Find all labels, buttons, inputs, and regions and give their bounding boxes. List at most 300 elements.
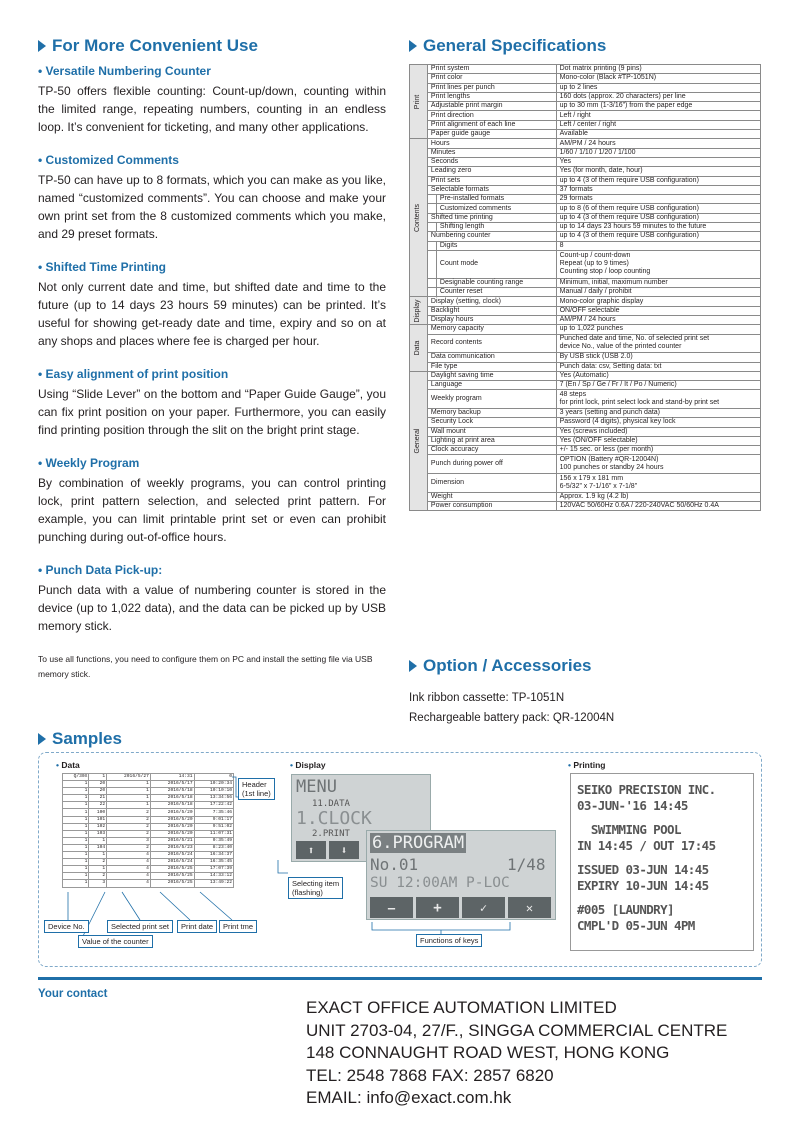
spec-group-label: General <box>410 371 428 510</box>
spec-value: By USB stick (USB 2.0) <box>556 353 760 362</box>
spec-row <box>410 130 761 139</box>
feature-item <box>38 456 386 546</box>
spec-value: 48 steps for print lock, print select lock and stand-by print set <box>556 390 760 409</box>
print-time-callout: Print tme <box>219 920 257 933</box>
spec-group-label: Contents <box>410 139 428 297</box>
spec-value: Yes (ON/OFF selectable) <box>556 436 760 445</box>
spec-row <box>410 353 761 362</box>
spec-row <box>410 120 761 129</box>
spec-value: Mono-color (Black #TP-1051N) <box>556 74 760 83</box>
data-cell: 1 <box>107 802 151 809</box>
data-cell: 2 <box>89 859 107 866</box>
spec-group-label: Print <box>410 65 428 139</box>
arrow-up-icon[interactable]: ⬆ <box>296 841 326 859</box>
print-line: EXPIRY 10-JUN 14:45 <box>577 878 709 893</box>
data-cell: 2 <box>89 873 107 880</box>
spec-row <box>410 83 761 92</box>
spec-value: 37 formats <box>556 185 760 194</box>
spec-row <box>410 381 761 390</box>
spec-name: Designable counting range <box>436 278 556 287</box>
plus-icon[interactable]: + <box>416 897 459 918</box>
print-date-callout: Print date <box>177 920 217 933</box>
spec-name: Counter reset <box>436 288 556 297</box>
data-cell: 2016/5/18 <box>150 788 194 795</box>
data-cell: 1 <box>63 809 89 816</box>
spec-indent <box>427 204 436 213</box>
feature-item <box>38 260 386 350</box>
data-cell: 17:07:39 <box>194 866 233 873</box>
specs-heading-text: General Specifications <box>423 36 607 55</box>
data-cell: 17:22:42 <box>194 802 233 809</box>
feature-body: By combination of weekly programs, you can control printing lock, print pattern selection, and selected print pattern. For example, you can limit printable print set or even can prohibit punching during out-of-office hours. <box>38 476 386 544</box>
data-row <box>63 859 234 866</box>
data-cell: 4 <box>107 880 151 887</box>
feature-body: Using “Slide Lever” on the bottom and “Paper Guide Gauge”, you can fix print position on your paper. Furthermore, you can easily find printing position through the slit on the bright print stage. <box>38 387 386 437</box>
print-line: IN 14:45 / OUT 17:45 <box>577 838 716 853</box>
lcd-program-screen <box>366 830 556 920</box>
spec-row <box>410 316 761 325</box>
data-cell: 16:34:37 <box>194 852 233 859</box>
data-cell: 16:35:45 <box>194 859 233 866</box>
feature-body: Punch data with a value of numbering counter is stored in the device (up to 1,022 data), and the data can be picked up by USB memory stick. <box>38 583 386 633</box>
data-cell: 2016/5/21 <box>150 837 194 844</box>
spec-row <box>410 297 761 306</box>
spec-row <box>410 474 761 493</box>
data-cell: 2016/5/25 <box>150 866 194 873</box>
data-cell: 2016/5/17 <box>150 781 194 788</box>
spec-name: Memory capacity <box>427 325 556 334</box>
spec-name: Record contents <box>427 334 556 353</box>
spec-row <box>410 362 761 371</box>
print-line: 03-JUN-'16 14:45 <box>577 798 688 813</box>
spec-value: Available <box>556 130 760 139</box>
data-cell: 2 <box>107 809 151 816</box>
spec-value: OPTION (Battery #QR-12004N) 100 punches or standby 24 hours <box>556 455 760 474</box>
spec-row <box>410 74 761 83</box>
spec-row <box>410 111 761 120</box>
spec-value: Password (4 digits), physical key lock <box>556 418 760 427</box>
data-cell: 1 <box>63 816 89 823</box>
spec-row <box>410 501 761 510</box>
data-cell: 1 <box>107 781 151 788</box>
specifications-table <box>409 64 761 511</box>
contact-line: TEL: 2548 7868 FAX: 2857 6820 <box>306 1065 554 1085</box>
data-cell: 4 <box>107 852 151 859</box>
spec-name: Display hours <box>427 316 556 325</box>
spec-name: Numbering counter <box>427 232 556 241</box>
data-row <box>63 866 234 873</box>
spec-name: Adjustable print margin <box>427 102 556 111</box>
spec-value: Yes (screws included) <box>556 427 760 436</box>
feature-title: • Weekly Program <box>38 456 140 470</box>
arrow-down-icon[interactable]: ⬇ <box>329 841 359 859</box>
spec-value: Yes (Automatic) <box>556 371 760 380</box>
lcd-program-step: 1/48 <box>507 855 546 874</box>
print-set-callout: Selected print set <box>107 920 173 933</box>
feature-item <box>38 64 386 136</box>
spec-name: Display (setting, clock) <box>427 297 556 306</box>
feature-title: • Versatile Numbering Counter <box>38 64 211 78</box>
spec-row <box>410 102 761 111</box>
spec-row <box>410 446 761 455</box>
spec-name: Power consumption <box>427 501 556 510</box>
data-cell: 1 <box>63 788 89 795</box>
data-cell: 2016/5/20 <box>150 830 194 837</box>
spec-value: Minimum, initial, maximum number <box>556 278 760 287</box>
contact-line: EXACT OFFICE AUTOMATION LIMITED <box>306 998 617 1017</box>
spec-name: Language <box>427 381 556 390</box>
data-cell: 1 <box>63 795 89 802</box>
data-cell: 1 <box>89 837 107 844</box>
spec-name: Digits <box>436 241 556 250</box>
spec-row <box>410 334 761 353</box>
data-cell: 1 <box>107 795 151 802</box>
spec-name: Count mode <box>436 250 556 278</box>
spec-value: up to 30 mm (1-3/16”) from the paper edge <box>556 102 760 111</box>
lcd-program-number: No.01 <box>370 855 419 874</box>
spec-value: ON/OFF selectable <box>556 306 760 315</box>
data-cell: 1 <box>63 852 89 859</box>
options-heading <box>409 656 591 676</box>
contact-line: UNIT 2703-04, 27/F., SINGGA COMMERCIAL CENTRE <box>306 1020 728 1040</box>
spec-name: Dimension <box>427 474 556 493</box>
triangle-bullet-icon <box>409 40 417 52</box>
data-cell: 1 <box>63 830 89 837</box>
data-cell: 2016/5/25 <box>150 880 194 887</box>
data-row <box>63 781 234 788</box>
data-row <box>63 816 234 823</box>
print-line: CMPL'D 05-JUN 4PM <box>577 918 695 933</box>
spec-row <box>410 250 761 278</box>
spec-row <box>410 185 761 194</box>
minus-icon[interactable]: — <box>370 897 413 918</box>
spec-row <box>410 176 761 185</box>
spec-value: up to 2 lines <box>556 83 760 92</box>
spec-value: 29 formats <box>556 195 760 204</box>
feature-title: • Customized Comments <box>38 153 179 167</box>
data-cell: 100 <box>89 809 107 816</box>
spec-value: 7 (En / Sp / Ge / Fr / It / Po / Numeric) <box>556 381 760 390</box>
contact-heading: Your contact <box>38 988 108 1000</box>
data-cell: 20 <box>89 781 107 788</box>
feature-item <box>38 367 386 439</box>
spec-name: Backlight <box>427 306 556 315</box>
spec-name: Print system <box>427 65 556 74</box>
data-cell: 4 <box>107 866 151 873</box>
spec-name: Punch during power off <box>427 455 556 474</box>
lcd-program-setting: SU 12:00AM P-LOC <box>370 875 510 891</box>
spec-row <box>410 278 761 287</box>
contact-line: 148 CONNAUGHT ROAD WEST, HONG KONG <box>306 1043 670 1062</box>
feature-body: TP-50 offers flexible counting: Count-up/down, counting within the limited range, repeating numbers, counting in an endless loop. It’s convenient for ticketing, and many other applications. <box>38 84 386 134</box>
data-cell: 2 <box>107 823 151 830</box>
data-row <box>63 809 234 816</box>
spec-indent <box>427 223 436 232</box>
options-list <box>409 688 614 728</box>
data-row <box>63 823 234 830</box>
feature-body: TP-50 can have up to 8 formats, which you can make as you like, named “customized comments”. You can choose and make your own print set from the 8 customized comments which you make, and 29 preset formats. <box>38 173 386 241</box>
feature-item <box>38 563 386 635</box>
features-heading-text: For More Convenient Use <box>52 36 258 55</box>
spec-name: Weight <box>427 492 556 501</box>
samples-heading-text: Samples <box>52 729 122 748</box>
data-cell: 13:34:56 <box>194 795 233 802</box>
triangle-bullet-icon <box>409 660 417 672</box>
print-line: ISSUED 03-JUN 14:45 <box>577 862 709 877</box>
device-no-callout: Device No. <box>44 920 89 933</box>
spec-row <box>410 139 761 148</box>
data-cell: 2 <box>107 844 151 851</box>
spec-value: 160 dots (approx. 20 characters) per line <box>556 92 760 101</box>
spec-value: AM/PM / 24 hours <box>556 139 760 148</box>
data-cell: 8:23:40 <box>194 844 233 851</box>
spec-name: Selectable formats <box>427 185 556 194</box>
spec-row <box>410 167 761 176</box>
options-heading-text: Option / Accessories <box>423 656 592 675</box>
data-cell: 4 <box>107 873 151 880</box>
spec-name: Security Lock <box>427 418 556 427</box>
spec-name: Pre-installed formats <box>436 195 556 204</box>
spec-row <box>410 306 761 315</box>
data-cell: 21 <box>89 795 107 802</box>
header-callout: Header (1st line) <box>238 778 275 800</box>
spec-row <box>410 436 761 445</box>
data-cell: 3 <box>89 880 107 887</box>
spec-value: Punch data: csv, Setting data: txt <box>556 362 760 371</box>
lcd-menu-item: 11.DATA <box>312 799 350 809</box>
spec-group-label: Data <box>410 325 428 371</box>
data-cell: 0:35:49 <box>194 837 233 844</box>
spec-value: up to 14 days 23 hours 59 minutes to the future <box>556 223 760 232</box>
selecting-item-callout: Selecting item (flashing) <box>288 877 343 899</box>
spec-value: Count-up / count-down Repeat (up to 9 times) Counting stop / loop counting <box>556 250 760 278</box>
printing-sample-label: • Printing <box>568 760 606 770</box>
spec-value: Punched date and time, No. of selected print set device No., value of the printed counter <box>556 334 760 353</box>
data-cell: 2016/5/20 <box>150 816 194 823</box>
spec-value: 120VAC 50/60Hz 0.6A / 220-240VAC 50/60Hz 0.4A <box>556 501 760 510</box>
spec-value: 156 x 179 x 181 mm 6-5/32” x 7-1/16” x 7-1/8” <box>556 474 760 493</box>
spec-indent <box>427 288 436 297</box>
data-cell: 20 <box>89 788 107 795</box>
functions-of-keys-callout: Functions of keys <box>416 934 482 947</box>
feature-title: • Punch Data Pick-up: <box>38 563 163 577</box>
data-cell: 103 <box>89 830 107 837</box>
data-cell: 7:35:46 <box>194 809 233 816</box>
data-cell: 2016/5/18 <box>150 795 194 802</box>
spec-name: Print sets <box>427 176 556 185</box>
feature-title: • Easy alignment of print position <box>38 367 229 381</box>
spec-row <box>410 325 761 334</box>
spec-name: Wall mount <box>427 427 556 436</box>
spec-name: Daylight saving time <box>427 371 556 380</box>
spec-value: up to 8 (6 of them require USB configuration) <box>556 204 760 213</box>
footer-divider <box>38 977 762 980</box>
spec-value: 8 <box>556 241 760 250</box>
spec-name: Customized comments <box>436 204 556 213</box>
contact-address <box>306 997 727 1110</box>
data-cell: 1 <box>63 844 89 851</box>
print-gap <box>577 814 747 822</box>
data-cell: 2016/5/24 <box>150 859 194 866</box>
spec-value: 3 years (setting and punch data) <box>556 408 760 417</box>
data-cell: 1 <box>63 781 89 788</box>
spec-name: Hours <box>427 139 556 148</box>
spec-row <box>410 213 761 222</box>
spec-name: Print direction <box>427 111 556 120</box>
data-cell: 1 <box>89 866 107 873</box>
data-cell: 9:01:17 <box>194 816 233 823</box>
feature-body: Not only current date and time, but shifted date and time to the future (up to 14 days 23 hours 59 minutes) can be printed. It’s useful for showing get-ready date and time, expiry and so on at any shops and places where fee is charged per hour. <box>38 280 386 348</box>
spec-name: Data communication <box>427 353 556 362</box>
data-row <box>63 830 234 837</box>
spec-name: Weekly program <box>427 390 556 409</box>
spec-name: Paper guide gauge <box>427 130 556 139</box>
spec-value: Left / center / right <box>556 120 760 129</box>
spec-value: up to 4 (3 of them require USB configuration) <box>556 232 760 241</box>
spec-name: Seconds <box>427 157 556 166</box>
data-row <box>63 852 234 859</box>
spec-row <box>410 455 761 474</box>
data-row <box>63 880 234 887</box>
triangle-bullet-icon <box>38 733 46 745</box>
data-row <box>63 802 234 809</box>
data-cell: 14:31 <box>150 774 194 781</box>
data-cell: 2016/5/18 <box>150 802 194 809</box>
spec-value: up to 4 (3 of them require USB configuration) <box>556 176 760 185</box>
data-cell: 1 <box>63 802 89 809</box>
data-cell: 2016/5/20 <box>150 823 194 830</box>
spec-value: AM/PM / 24 hours <box>556 316 760 325</box>
data-row <box>63 788 234 795</box>
data-cell: 9:51:02 <box>194 823 233 830</box>
spec-value: Dot matrix printing (9 pins) <box>556 65 760 74</box>
feature-title: • Shifted Time Printing <box>38 260 166 274</box>
spec-row <box>410 232 761 241</box>
data-cell: 0 <box>194 774 233 781</box>
data-cell: 2016/5/20 <box>150 809 194 816</box>
data-cell: 4 <box>107 859 151 866</box>
spec-indent <box>427 250 436 278</box>
spec-name: Lighting at print area <box>427 436 556 445</box>
data-cell: 3 <box>107 837 151 844</box>
data-cell: 1 <box>89 852 107 859</box>
spec-value: Yes <box>556 157 760 166</box>
spec-name: Shifted time printing <box>427 213 556 222</box>
data-cell: 1 <box>63 823 89 830</box>
display-sample-label: • Display <box>290 760 326 770</box>
spec-row <box>410 157 761 166</box>
spec-name: Print alignment of each line <box>427 120 556 129</box>
spec-name: Clock accuracy <box>427 446 556 455</box>
close-icon[interactable]: ✕ <box>508 897 551 918</box>
option-line: Rechargeable battery pack: QR-12004N <box>409 712 615 724</box>
lcd-menu-item: 1.CLOCK <box>296 808 372 829</box>
data-cell: 10:10:10 <box>194 788 233 795</box>
data-cell: 1 <box>107 788 151 795</box>
print-line: SEIKO PRECISION INC. <box>577 782 716 797</box>
spec-row <box>410 371 761 380</box>
data-row <box>63 844 234 851</box>
data-header-row <box>63 774 234 781</box>
spec-row <box>410 418 761 427</box>
spec-row <box>410 65 761 74</box>
printing-sample <box>570 773 754 951</box>
lcd-menu-keys <box>296 841 359 859</box>
print-line: SWIMMING POOL <box>577 822 681 837</box>
feature-item <box>38 153 386 243</box>
data-cell: 1 <box>63 880 89 887</box>
data-cell: 1 <box>89 774 107 781</box>
spec-group-label: Display <box>410 297 428 325</box>
features-column <box>38 64 386 682</box>
data-cell: 10:20:34 <box>194 781 233 788</box>
spec-name: Shifting length <box>436 223 556 232</box>
data-cell: 2016/5/24 <box>150 852 194 859</box>
spec-row <box>410 223 761 232</box>
print-gap <box>577 854 747 862</box>
option-line: Ink ribbon cassette: TP-1051N <box>409 692 565 704</box>
spec-indent <box>427 241 436 250</box>
spec-row <box>410 241 761 250</box>
data-cell: 11:07:31 <box>194 830 233 837</box>
samples-heading <box>38 729 122 749</box>
data-cell: 1 <box>63 866 89 873</box>
data-cell: 2016/5/23 <box>150 844 194 851</box>
data-cell: 1 <box>63 859 89 866</box>
print-gap <box>577 894 747 902</box>
configuration-note: To use all functions, you need to configure them on PC and install the setting file via USB memory stick. <box>38 654 373 679</box>
spec-name: Print lengths <box>427 92 556 101</box>
lcd-program-keys <box>370 897 551 918</box>
spec-value: +/- 15 sec. or less (per month) <box>556 446 760 455</box>
spec-name: Memory backup <box>427 408 556 417</box>
checkmark-icon[interactable]: ✓ <box>462 897 505 918</box>
data-cell: 14:33:12 <box>194 873 233 880</box>
spec-value: 1/60 / 1/10 / 1/20 / 1/100 <box>556 148 760 157</box>
spec-value: up to 4 (3 of them require USB configuration) <box>556 213 760 222</box>
data-cell: 2 <box>107 816 151 823</box>
spec-name: Leading zero <box>427 167 556 176</box>
counter-value-callout: Value of the counter <box>78 935 153 948</box>
data-sample-label: • Data <box>56 760 80 770</box>
spec-row <box>410 408 761 417</box>
spec-value: up to 1,022 punches <box>556 325 760 334</box>
data-cell: 101 <box>89 816 107 823</box>
data-cell: 2016/5/25 <box>150 873 194 880</box>
data-row <box>63 795 234 802</box>
spec-row <box>410 195 761 204</box>
spec-row <box>410 204 761 213</box>
spec-name: File type <box>427 362 556 371</box>
data-cell: 104 <box>89 844 107 851</box>
lcd-menu-item: 2.PRINT <box>312 829 350 839</box>
spec-value: Yes (for month, date, hour) <box>556 167 760 176</box>
spec-value: Mono-color graphic display <box>556 297 760 306</box>
spec-name: Print lines per punch <box>427 83 556 92</box>
specs-heading <box>409 36 606 56</box>
spec-value: Left / right <box>556 111 760 120</box>
data-cell: Q/30X <box>63 774 89 781</box>
spec-row <box>410 492 761 501</box>
data-cell: 1 <box>63 873 89 880</box>
data-cell: 102 <box>89 823 107 830</box>
data-row <box>63 873 234 880</box>
data-cell: 2016/5/27 <box>107 774 151 781</box>
punch-data-table <box>62 773 234 888</box>
lcd-program-title: 6.PROGRAM <box>372 833 465 853</box>
triangle-bullet-icon <box>38 40 46 52</box>
data-cell: 13:49:22 <box>194 880 233 887</box>
